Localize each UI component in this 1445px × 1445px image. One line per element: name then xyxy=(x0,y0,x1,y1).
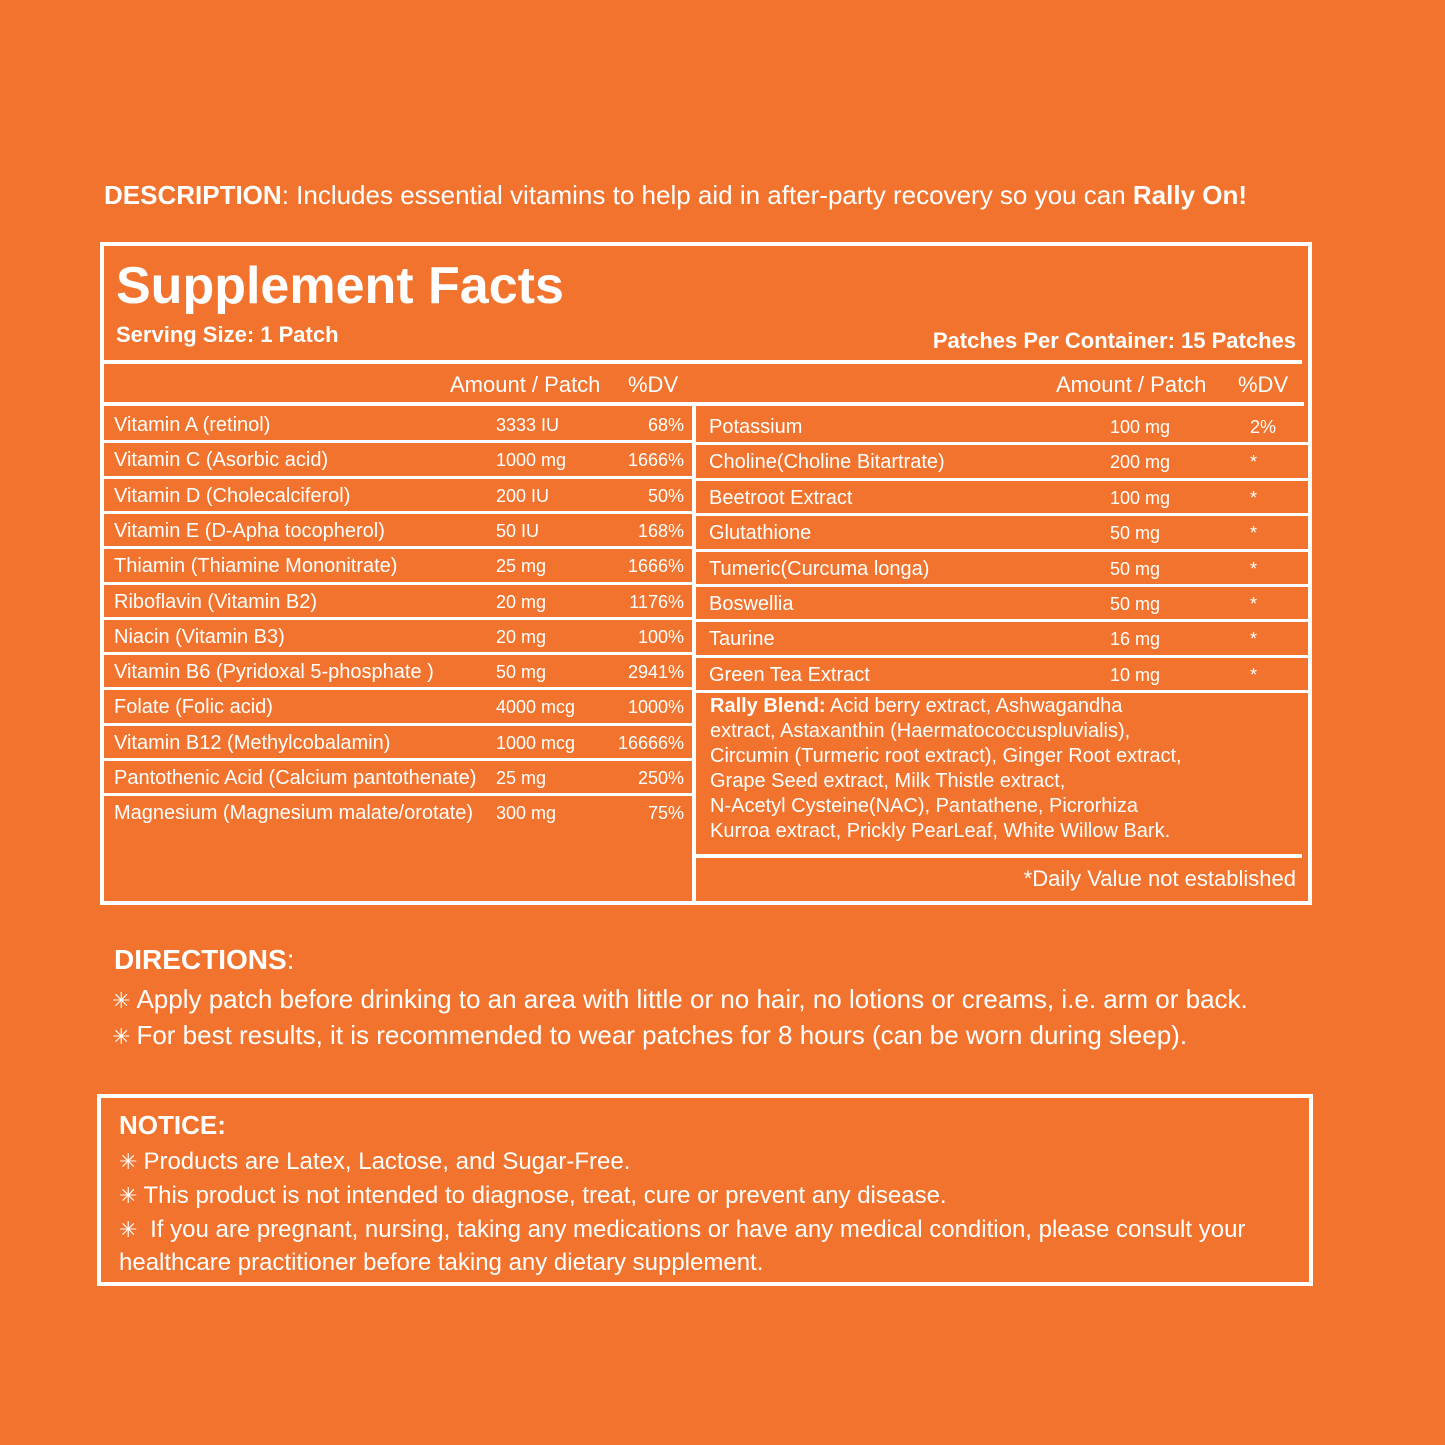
left-col-amount-header: Amount / Patch xyxy=(450,372,601,397)
nutrient-dv: * xyxy=(1250,594,1258,614)
nutrient-row xyxy=(696,658,1302,693)
nutrient-amount: 50 mg xyxy=(1110,523,1161,544)
description-label: DESCRIPTION xyxy=(104,180,282,210)
nutrient-amount: 300 mg xyxy=(496,803,557,824)
notice-item xyxy=(119,1148,630,1176)
notice-text: If you are pregnant, nursing, taking any medications or have any medical condition, please consult your xyxy=(143,1216,1246,1243)
rally-blend-line: Circumin (Turmeric root extract), Ginger Root extract, xyxy=(710,745,1182,767)
nutrient-dv: * xyxy=(1250,523,1258,544)
nutrient-row xyxy=(696,622,1302,657)
nutrient-name: Boswellia xyxy=(709,593,794,615)
directions-title-text: DIRECTIONS xyxy=(114,944,287,975)
nutrient-name: Folate (Folic acid) xyxy=(114,696,273,719)
nutrient-amount: 50 mg xyxy=(1110,594,1161,614)
nutrient-name: Vitamin C (Asorbic acid) xyxy=(114,449,329,472)
nutrient-amount: 25 mg xyxy=(496,768,547,788)
rally-blend xyxy=(710,694,1300,844)
daily-value-note: *Daily Value not established xyxy=(1023,866,1296,891)
nutrient-row xyxy=(104,514,692,549)
nutrient-row xyxy=(696,410,1302,445)
directions-title xyxy=(114,944,294,976)
nutrient-name: Taurine xyxy=(709,628,775,651)
nutrient-name: Pantothenic Acid (Calcium pantothenate) xyxy=(114,767,477,789)
description-emphasis: Rally On! xyxy=(1132,180,1248,210)
rally-blend-line: Kurroa extract, Prickly PearLeaf, White Willow Bark. xyxy=(710,820,1171,842)
facts-title: Supplement Facts xyxy=(116,257,564,315)
nutrient-row xyxy=(104,761,692,796)
nutrient-amount: 3333 IU xyxy=(496,415,560,435)
serving-size: Serving Size: 1 Patch xyxy=(116,322,339,347)
notice-text: This product is not intended to diagnose, treat, cure or prevent any disease. xyxy=(143,1182,947,1209)
nutrient-amount: 200 IU xyxy=(496,485,550,506)
direction-text: For best results, it is recommended to wear patches for 8 hours (can be worn during sleep). xyxy=(136,1020,1188,1050)
nutrient-dv: 1666% xyxy=(627,450,684,471)
nutrient-dv: * xyxy=(1250,452,1258,473)
direction-text: Apply patch before drinking to an area with little or no hair, no lotions or creams, i.e. arm or back. xyxy=(136,984,1248,1014)
nutrient-row xyxy=(104,408,692,443)
nutrient-row xyxy=(104,549,692,584)
nutrient-amount: 20 mg xyxy=(496,626,547,647)
right-col-amount-header: Amount / Patch xyxy=(1056,372,1207,397)
nutrient-row xyxy=(104,443,692,478)
nutrient-dv: 168% xyxy=(637,520,684,541)
notice-item xyxy=(119,1216,1245,1244)
nutrient-name: Thiamin (Thiamine Mononitrate) xyxy=(114,555,398,578)
nutrient-name: Vitamin B12 (Methylcobalamin) xyxy=(114,731,391,754)
nutrient-name: Vitamin E (D-Apha tocopherol) xyxy=(114,519,385,542)
direction-item xyxy=(112,984,1248,1015)
asterisk-icon: ✳ xyxy=(119,1149,138,1174)
nutrient-name: Green Tea Extract xyxy=(709,663,870,686)
nutrient-row xyxy=(696,481,1302,516)
rally-blend-line: N-Acetyl Cysteine(NAC), Pantathene, Picrorhiza xyxy=(710,795,1138,817)
asterisk-icon: ✳ xyxy=(119,1183,138,1208)
nutrient-amount: 200 mg xyxy=(1110,452,1171,473)
row-divider xyxy=(696,690,1308,693)
nutrient-dv: 250% xyxy=(637,768,684,788)
nutrient-amount: 20 mg xyxy=(496,591,547,612)
nutrient-amount: 100 mg xyxy=(1110,487,1171,508)
nutrient-dv: 75% xyxy=(647,803,684,824)
nutrient-row xyxy=(104,585,692,620)
patches-per-container: Patches Per Container: 15 Patches xyxy=(932,328,1296,353)
nutrient-dv: 50% xyxy=(647,485,684,506)
nutrient-row xyxy=(696,445,1302,480)
nutrient-name: Potassium xyxy=(709,416,803,438)
nutrient-name: Vitamin A (retinol) xyxy=(114,414,271,436)
nutrient-dv: * xyxy=(1250,664,1258,685)
divider-header xyxy=(104,360,1302,364)
asterisk-icon: ✳ xyxy=(112,988,131,1013)
nutrient-row xyxy=(104,690,692,725)
nutrient-name: Tumeric(Curcuma longa) xyxy=(709,557,930,580)
description xyxy=(104,180,1344,211)
nutrient-dv: 1000% xyxy=(627,697,684,718)
direction-item xyxy=(112,1020,1187,1051)
nutrient-dv: * xyxy=(1250,558,1258,579)
divider-columns xyxy=(104,402,1304,406)
notice-panel xyxy=(97,1094,1313,1286)
nutrient-amount: 1000 mg xyxy=(496,450,567,471)
nutrient-amount: 100 mg xyxy=(1110,417,1171,437)
description-text: : Includes essential vitamins to help aid in after-party recovery so you can xyxy=(281,180,1133,210)
notice-item xyxy=(119,1182,947,1210)
rally-blend-line: extract, Astaxanthin (Haermatococcuspluvialis), xyxy=(710,720,1131,742)
nutrient-amount: 1000 mcg xyxy=(496,732,576,753)
nutrient-name: Riboflavin (Vitamin B2) xyxy=(114,590,318,613)
nutrient-name: Vitamin B6 (Pyridoxal 5-phosphate ) xyxy=(114,661,434,684)
nutrient-row xyxy=(696,587,1302,622)
nutrient-amount: 50 IU xyxy=(496,520,540,541)
nutrient-dv: 1176% xyxy=(629,591,684,612)
nutrient-name: Magnesium (Magnesium malate/orotate) xyxy=(114,802,474,825)
divider-dv-note xyxy=(696,854,1302,858)
nutrient-row xyxy=(104,655,692,690)
nutrient-dv: 1666% xyxy=(627,556,684,577)
nutrient-name: Niacin (Vitamin B3) xyxy=(114,625,285,648)
nutrient-dv: 2% xyxy=(1250,417,1277,437)
nutrient-name: Choline(Choline Bitartrate) xyxy=(709,451,945,474)
right-col-dv-header: %DV xyxy=(1238,372,1289,397)
nutrient-name: Beetroot Extract xyxy=(709,486,853,509)
nutrient-amount: 10 mg xyxy=(1110,664,1161,685)
nutrient-dv: 68% xyxy=(647,415,684,435)
rally-blend-line: Grape Seed extract, Milk Thistle extract, xyxy=(710,770,1066,792)
nutrient-dv: 2941% xyxy=(627,662,684,683)
left-col-dv-header: %DV xyxy=(628,372,679,397)
nutrient-amount: 25 mg xyxy=(496,556,547,577)
notice-text: Products are Latex, Lactose, and Sugar-Free. xyxy=(143,1148,631,1175)
nutrient-row xyxy=(104,620,692,655)
rally-blend-label: Rally Blend: xyxy=(710,695,826,717)
nutrient-dv: 100% xyxy=(637,626,684,647)
nutrient-row xyxy=(696,516,1302,551)
nutrient-name: Vitamin D (Cholecalciferol) xyxy=(114,484,351,507)
nutrient-amount: 16 mg xyxy=(1110,629,1161,650)
notice-title: NOTICE: xyxy=(119,1110,226,1140)
rally-blend-line: Acid berry extract, Ashwagandha xyxy=(825,695,1123,717)
notice-continuation: healthcare practitioner before taking any dietary supplement. xyxy=(119,1249,764,1276)
nutrient-row xyxy=(696,552,1302,587)
directions-colon: : xyxy=(286,944,295,975)
nutrient-row xyxy=(104,726,692,761)
supplement-facts-panel xyxy=(100,242,1312,905)
nutrient-row xyxy=(104,796,692,831)
nutrient-amount: 50 mg xyxy=(1110,558,1161,579)
asterisk-icon: ✳ xyxy=(119,1217,138,1242)
nutrient-name: Glutathione xyxy=(709,522,812,545)
nutrient-amount: 50 mg xyxy=(496,662,547,683)
nutrient-dv: * xyxy=(1250,629,1258,650)
nutrient-dv: 16666% xyxy=(617,732,684,753)
nutrient-row xyxy=(104,479,692,514)
asterisk-icon: ✳ xyxy=(112,1024,131,1049)
nutrient-dv: * xyxy=(1250,487,1258,508)
nutrient-amount: 4000 mcg xyxy=(496,697,576,718)
